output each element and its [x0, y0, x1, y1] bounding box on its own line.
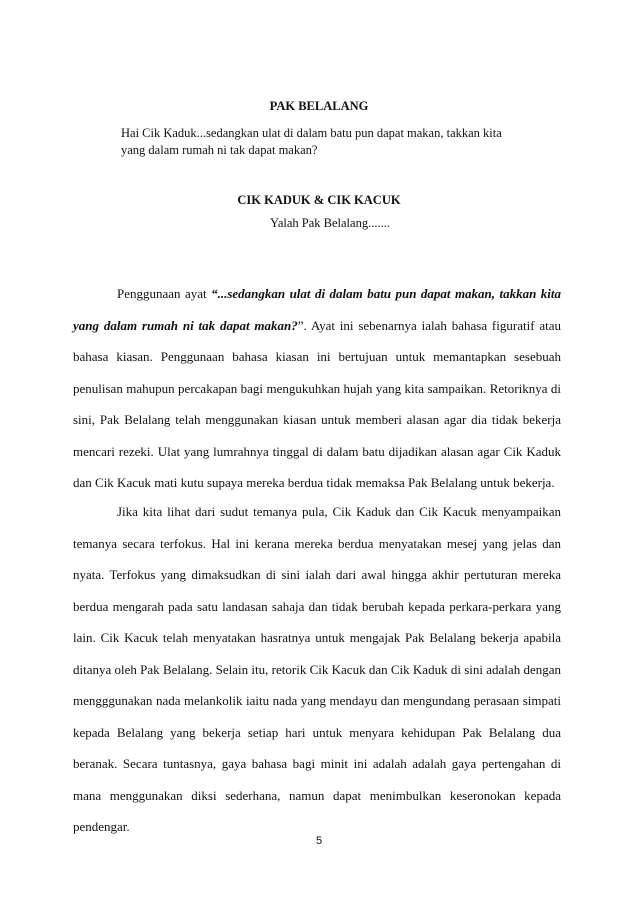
dialogue-line-cik-kaduk-cik-kacuk: Yalah Pak Belalang....... — [270, 216, 390, 230]
speaker-name-cik-kaduk-cik-kacuk: CIK KADUK & CIK KACUK — [237, 193, 401, 207]
body-paragraph-2: Jika kita lihat dari sudut temanya pula, Cik Kaduk dan Cik Kacuk menyampaikan temanya secara terfokus. Hal ini kerana mereka berdua menyatakan mesej yang jelas dan nyata. Terfokus yang dimaksudkan di sini ialah dari awal hingga akhir pertuturan mereka berdua mengarah pada satu landasan sahaja dan tidak berubah kepada perkara-perkara yang lain. Cik Kacuk telah menyatakan hasratnya untuk mengajak Pak Belalang bekerja apabila ditanya oleh Pak Belalang. Selain itu, retorik Cik Kacuk dan Cik Kaduk di sini adalah dengan mengggunakan nada melankolik iaitu nada yang mendayu dan mengundang perasaan simpati kepada Belalang yang bekerja setiap hari untuk menyara kehidupan Pak Belalang dua beranak. Secara tuntasnya, gaya bahasa bagi minit ini adalah adalah gaya pertengahan di mana menggunakan diksi sederhana, namun dapat menimbulkan keseronokan kepada pendengar. — [73, 504, 561, 834]
body-paragraph-1 — [73, 278, 561, 499]
paragraph-1-lead: Penggunaan ayat — [117, 286, 212, 301]
paragraph-1-rest: ”. Ayat ini sebenarnya ialah bahasa figuratif atau bahasa kiasan. Penggunaan bahasa kiasan ini bertujuan untuk memantapkan sesebuah penulisan mahupun percakapan bagi mengukuhkan hujah yang kita sampaikan. Retoriknya di sini, Pak Belalang telah menggunakan kiasan untuk memberi alasan agar dia tidak bekerja mencari rezeki. Ulat yang lumrahnya tinggal di dalam batu dijadikan alasan agar Cik Kaduk dan Cik Kacuk mati kutu supaya mereka berdua tidak memaksa Pak Belalang untuk bekerja. — [73, 317, 562, 490]
speaker-name-pak-belalang: PAK BELALANG — [269, 99, 369, 113]
dialogue-line-pak-belalang: Hai Cik Kaduk...sedangkan ulat di dalam batu pun dapat makan, takkan kita yang dalam rumah ni tak dapat makan? — [121, 126, 502, 157]
page-number: 5 — [315, 835, 323, 847]
paragraph-1-quote: “...sedangkan ulat di dalam batu pun dapat makan, takkan kita yang dalam rumah ni tak dapat makan? — [73, 286, 561, 333]
